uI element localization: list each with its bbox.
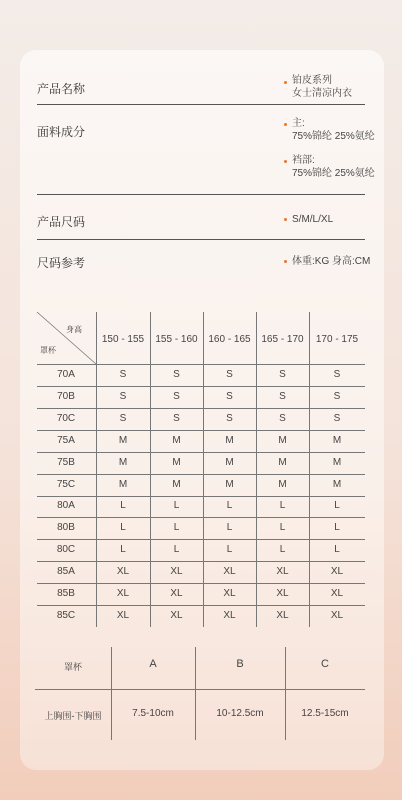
size-cell: S <box>333 412 341 424</box>
bust-difference-value: 10-12.5cm <box>216 708 264 719</box>
cup-size-label: 85B <box>57 588 75 600</box>
size-cell: XL <box>170 566 183 578</box>
size-cell: L <box>334 544 340 556</box>
size-cell: XL <box>276 610 289 622</box>
table-column-line <box>150 312 151 627</box>
size-cell: L <box>120 522 126 534</box>
cup-size-label: 75A <box>57 434 75 446</box>
size-cell: S <box>226 412 233 424</box>
size-cell: L <box>226 544 233 556</box>
table-column-line <box>256 312 257 627</box>
cup-table-row-line <box>35 689 365 690</box>
size-cell: M <box>278 434 287 446</box>
size-cell: L <box>173 500 180 512</box>
table-row-line <box>37 386 365 387</box>
size-cell: S <box>279 412 286 424</box>
cup-size-label: 75C <box>56 478 76 490</box>
table-row-line <box>37 605 365 606</box>
cup-size-label: 70B <box>57 390 75 402</box>
size-ref-label: 尺码参考 <box>37 256 86 270</box>
size-cell: XL <box>223 588 236 600</box>
size-cell: L <box>173 544 180 556</box>
size-cell: S <box>279 368 286 380</box>
size-cell: XL <box>330 566 344 578</box>
size-cell: S <box>226 390 233 402</box>
size-cell: XL <box>116 610 130 622</box>
size-label: 产品尺码 <box>37 215 86 229</box>
size-cell: XL <box>223 566 236 578</box>
size-cell: M <box>332 456 342 468</box>
size-cell: L <box>226 522 233 534</box>
cup-size-label: 80A <box>57 500 75 512</box>
cup-size-label: 80B <box>57 522 75 534</box>
size-cell: M <box>225 478 234 490</box>
size-cell: XL <box>330 610 344 622</box>
size-cell: L <box>226 500 233 512</box>
size-cell: S <box>279 390 286 402</box>
size-cell: XL <box>170 588 183 600</box>
size-cell: M <box>118 456 128 468</box>
height-range-header: 155 - 160 <box>155 334 198 345</box>
table-row-line <box>37 539 365 540</box>
size-cell: S <box>119 412 127 424</box>
size-cell: M <box>172 478 181 490</box>
size-cell: XL <box>116 588 130 600</box>
table-column-line <box>203 312 204 627</box>
size-cell: L <box>279 522 286 534</box>
cup-size-label: 75B <box>57 456 75 468</box>
size-cell: M <box>332 478 342 490</box>
size-cell: M <box>225 456 234 468</box>
size-cell: S <box>226 368 233 380</box>
fabric-main-label: 主: <box>292 118 305 129</box>
size-cell: S <box>173 368 180 380</box>
table-row-line <box>37 496 365 497</box>
cup-size-label: 80C <box>56 544 76 556</box>
size-cell: XL <box>170 610 183 622</box>
product-name-label: 产品名称 <box>37 82 86 96</box>
cup-size-label: 85A <box>57 566 75 578</box>
fabric-crotch-value: 75%锦纶 25%氨纶 <box>292 168 375 179</box>
size-cell: M <box>118 478 128 490</box>
size-cell: M <box>172 434 181 446</box>
product-name-line2: 女士清凉内衣 <box>292 88 352 99</box>
size-ref-value: 体重:KG 身高:CM <box>292 256 371 267</box>
bust-difference-value: 12.5-15cm <box>301 708 349 719</box>
table-row-line <box>37 452 365 453</box>
size-cell: S <box>119 390 127 402</box>
height-range-header: 160 - 165 <box>208 334 251 345</box>
size-cell: M <box>118 434 128 446</box>
table-column-line <box>309 312 310 627</box>
size-cell: L <box>173 522 180 534</box>
size-cell: S <box>119 368 127 380</box>
size-cell: S <box>333 368 341 380</box>
size-cell: M <box>172 456 181 468</box>
size-cell: L <box>334 500 340 512</box>
size-cell: S <box>333 390 341 402</box>
cup-size-label: 70C <box>56 412 76 424</box>
fabric-label: 面料成分 <box>37 125 86 139</box>
table-column-line <box>96 312 97 627</box>
size-cell: XL <box>330 588 344 600</box>
corner-height-label: 身高 <box>66 325 82 334</box>
size-cell: XL <box>116 566 130 578</box>
table-row-line <box>37 408 365 409</box>
height-range-header: 150 - 155 <box>101 334 145 345</box>
cup-size-label: 70A <box>57 368 75 380</box>
bust-difference-value: 7.5-10cm <box>132 708 174 719</box>
size-cell: M <box>278 478 287 490</box>
size-cell: XL <box>223 610 236 622</box>
size-cell: XL <box>276 566 289 578</box>
bust-difference-label: 上胸围-下胸围 <box>44 711 102 721</box>
cup-letter: B <box>236 658 244 670</box>
size-cell: M <box>278 456 287 468</box>
size-value: S/M/L/XL <box>292 214 334 225</box>
height-range-header: 170 - 175 <box>315 334 359 345</box>
table-row-line <box>37 583 365 584</box>
cup-size-label: 85C <box>56 610 76 622</box>
fabric-main-value: 75%锦纶 25%氨纶 <box>292 131 375 142</box>
table-row-line <box>37 561 365 562</box>
height-range-header: 165 - 170 <box>261 334 304 345</box>
size-cell: L <box>120 500 126 512</box>
cup-header-label: 罩杯 <box>63 662 82 672</box>
size-cell: S <box>173 412 180 424</box>
size-cell: S <box>173 390 180 402</box>
size-cell: L <box>279 500 286 512</box>
corner-cup-label: 罩杯 <box>40 346 56 355</box>
table-header-line <box>37 364 365 365</box>
fabric-crotch-label: 裆部: <box>292 155 315 166</box>
cup-letter: C <box>321 658 329 670</box>
size-cell: M <box>225 434 234 446</box>
table-row-line <box>37 430 365 431</box>
size-cell: L <box>334 522 340 534</box>
table-row-line <box>37 517 365 518</box>
size-cell: L <box>279 544 286 556</box>
table-row-line <box>37 474 365 475</box>
size-cell: M <box>332 434 342 446</box>
product-name-line1: 铂皮系列 <box>292 75 332 86</box>
size-cell: L <box>120 544 126 556</box>
size-cell: XL <box>276 588 289 600</box>
cup-letter: A <box>149 658 157 670</box>
